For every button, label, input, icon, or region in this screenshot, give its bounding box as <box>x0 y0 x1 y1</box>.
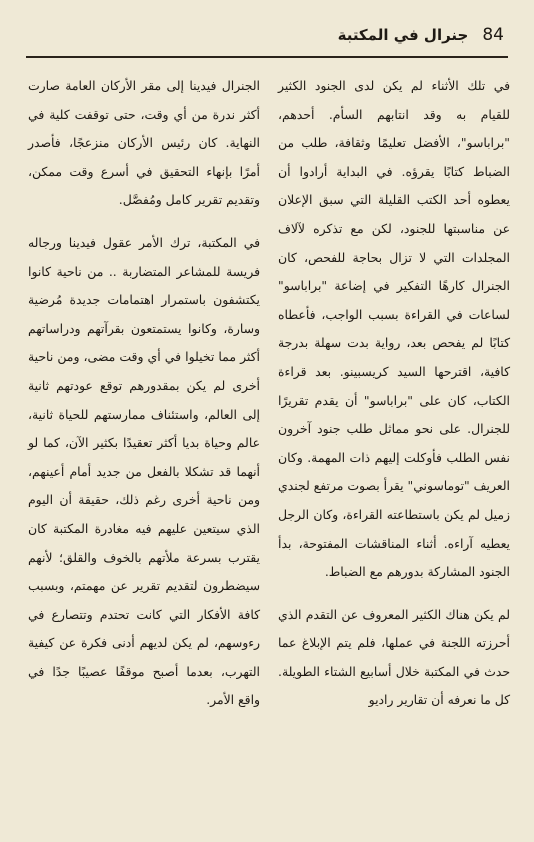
book-title: جنرال في المكتبة <box>337 26 469 44</box>
paragraph: في تلك الأثناء لم يكن لدى الجنود الكثير للقيام به وقد انتابهم السأم. أحدهم، "براباسو"، الأفضل تعليمًا وثقافة، طلب من الضباط كتابًا يقرؤه. في البداية أرادوا أن يعطوه أحد الكتب القليلة التي سبق الإعلان عن مناسبتها للجنود، لكن مع تذكره لآلاف المجلدات التي لا تزال بحاجة للفحص، كان الجنرال كارهًا التفكير في إضاعة "براباسو" لساعات في القراءة بسبب الواجب، فأعطاه كتابًا لم يفحص بعد، رواية بدت سهلة بدرجة كافية، اقترحها السيد كريسبينو. بعد قراءة الكتاب، كان على "براباسو" أن يقدم تقريرًا للجنرال. على نحو مماثل طلب جنود آخرون نفس الطلب فأوكلت إليهم ذات المهمة. وكان العريف "توماسوني" يقرأ بصوت مرتفع لجندي زميل لم يكن باستطاعته القراءة، وكان الرجل يعطيه آراءه. أثناء المناقشات المفتوحة، بدأ الجنود المشاركة بدورهم مع الضباط. <box>278 78 510 580</box>
running-head <box>30 22 504 48</box>
paragraph: لم يكن هناك الكثير المعروف عن التقدم الذي أحرزته اللجنة في عملها، فلم يتم الإبلاغ عما حدث في المكتبة خلال أسابيع الشتاء الطويلة. كل ما نعرفه أن تقارير راديو <box>278 606 510 708</box>
right-column <box>278 72 510 822</box>
paragraph: الجنرال فيدينا إلى مقر الأركان العامة صارت أكثر ندرة من أي وقت، حتى توقفت كلية في النهاية. كان رئيس الأركان منزعجًا، فأصدر أمرًا بإنهاء التحقيق في أسرع وقت ممكن، وتقديم تقرير كامل ومُفصَّل. <box>28 78 260 208</box>
paragraph: في المكتبة، ترك الأمر عقول فيدينا ورجاله فريسة للمشاعر المتضاربة .. من ناحية كانوا يكتشفون باستمرار اهتمامات جديدة مُرضية وسارة، وكانوا يستمتعون بقرآتهم ودراساتهم أكثر مما تخيلوا في أي وقت مضى، ومن ناحية أخرى لم يكن بمقدورهم توقع عودتهم ثانية إلى العالم، واستئناف ممارستهم للحياة ثانية، عالم وحياة بديا أكثر تعقيدًا بكثير الآن، كما لو أنهما قد تشكلا بالفعل من جديد أمام أعينهم، ومن ناحية أخرى رغم ذلك، حقيقة أن اليوم الذي سيتعين عليهم فيه مغادرة المكتبة كان يقترب بسرعة ملأتهم بالخوف والقلق؛ لأنهم سيضطرون لتقديم تقرير عن مهمتم، وبسبب كافة الأفكار التي كانت تحتدم وتتصارع في رءوسهم، لم يكن لديهم أدنى فكرة عن كيفية التهرب، بعدما أصبح موقفًا عصيبًا جدًا في واقع الأمر. <box>28 234 260 708</box>
header-rule <box>26 56 508 58</box>
page-number: 84 <box>482 25 504 45</box>
left-column <box>28 72 260 822</box>
text-columns <box>28 72 510 822</box>
